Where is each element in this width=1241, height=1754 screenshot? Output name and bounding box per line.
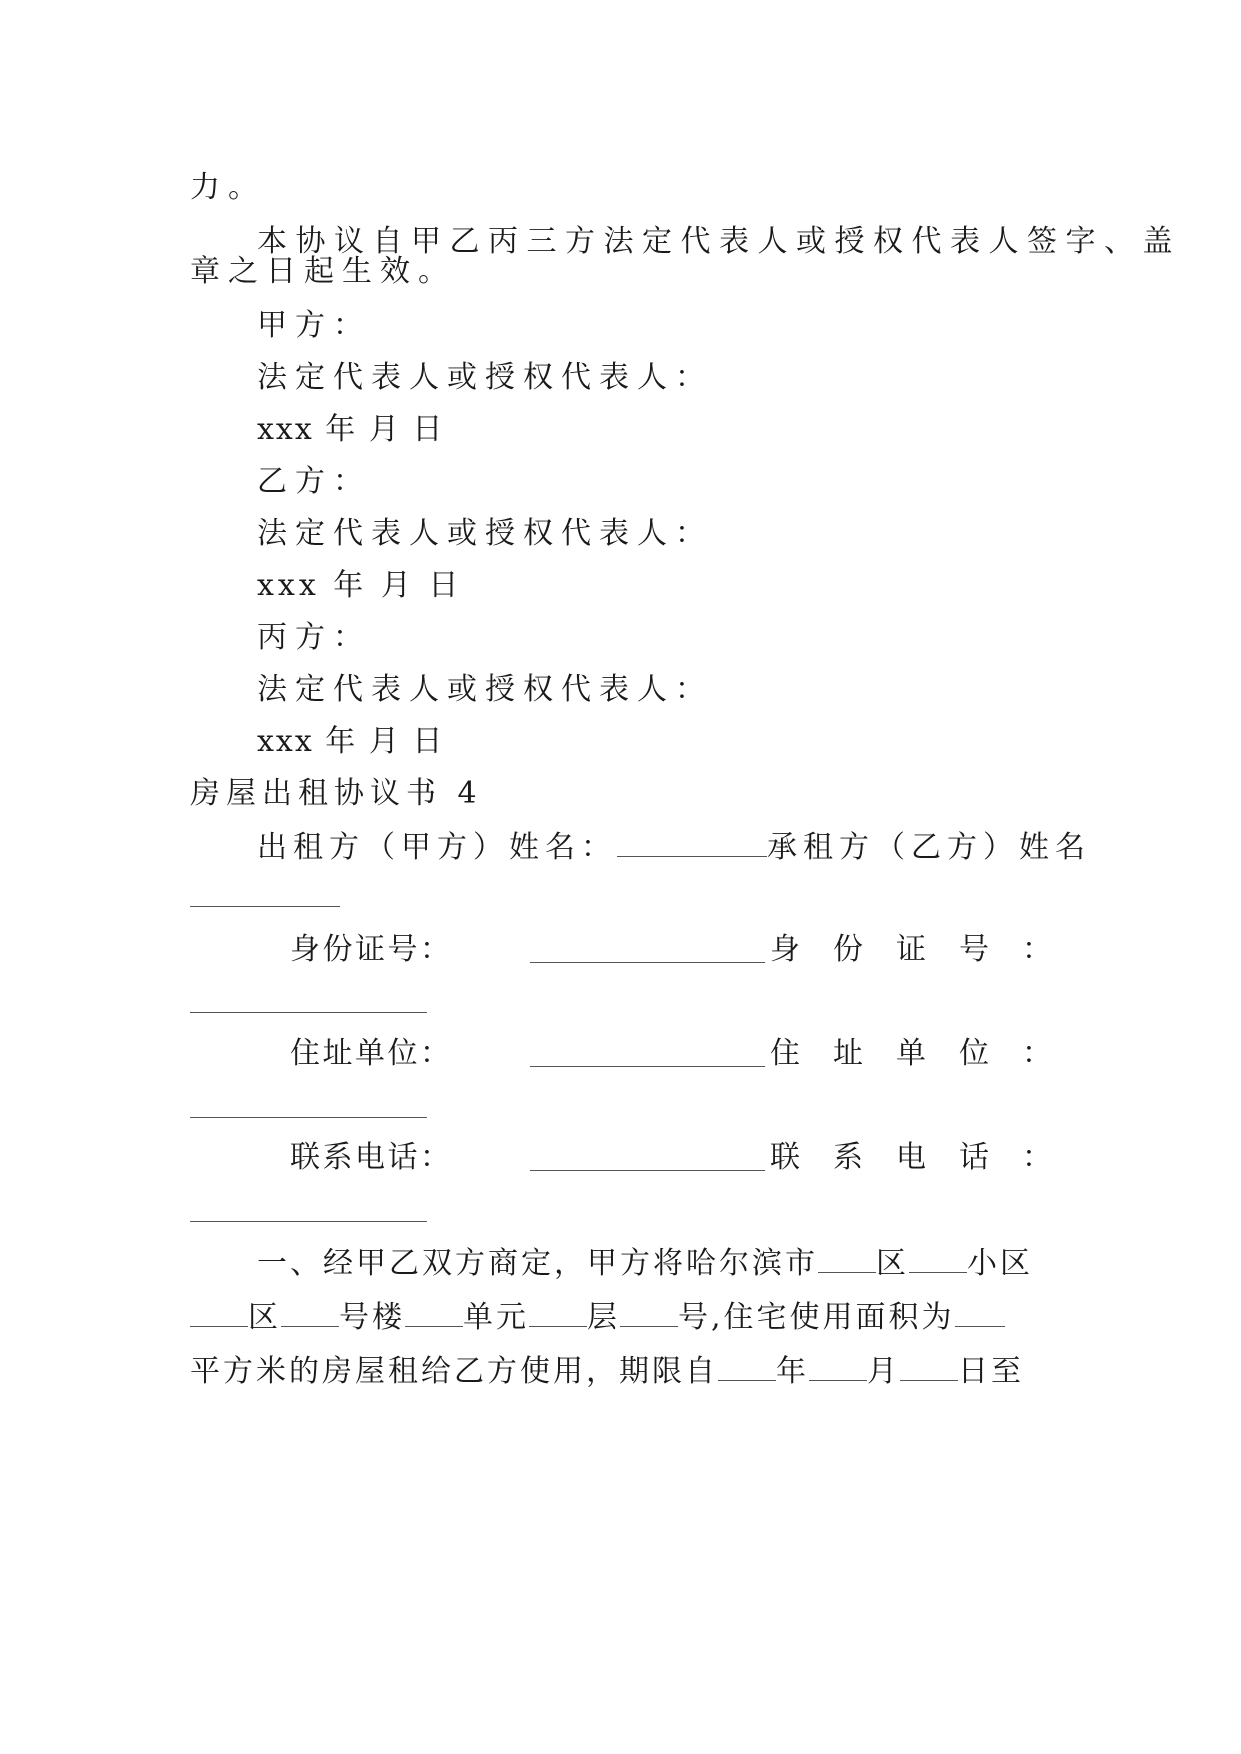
clause-text: 平方米的房屋租给乙方使用，期限自 [190, 1354, 718, 1389]
blank [190, 1296, 248, 1327]
clause-text: 年 [776, 1354, 809, 1389]
label-char: ： [420, 1036, 450, 1071]
label-char: 址 [833, 1036, 863, 1071]
phone-row [290, 1138, 1052, 1178]
label-char: 号 [959, 932, 989, 967]
address-row [290, 1034, 1052, 1074]
label-char: 住 [770, 1036, 800, 1071]
label-char: ： [1022, 1140, 1052, 1175]
id-number-row [290, 930, 1052, 970]
label-char: ： [1022, 932, 1052, 967]
party-b-label: 乙方： [257, 464, 371, 499]
phone-blank-a [530, 1140, 765, 1171]
year-blank [718, 1350, 776, 1381]
id-label-a [290, 930, 450, 970]
label-char: 证 [355, 932, 385, 967]
address-label-b [770, 1034, 1052, 1074]
label-char: ： [420, 1140, 450, 1175]
lessee-name-blank [190, 906, 340, 907]
label-char: 址 [322, 1036, 353, 1071]
label-char: 身 [290, 932, 320, 967]
clause-text: 日至 [958, 1354, 1024, 1389]
label-char: 位 [387, 1036, 418, 1071]
text-line: 本协议自甲乙丙三方法定代表人或授权代表人签字、盖 [257, 224, 1181, 259]
section-title: 房屋出租协议书 4 [190, 776, 483, 811]
clause-text: 区 [876, 1246, 909, 1281]
district-blank [818, 1242, 876, 1273]
label-char: 单 [896, 1036, 926, 1071]
party-a-label: 甲方： [257, 308, 371, 343]
label-char: ： [420, 932, 450, 967]
day-blank [900, 1350, 958, 1381]
clause-text: 小区 [967, 1246, 1033, 1281]
address-blank-b [190, 1117, 427, 1118]
label-char: 身 [770, 932, 800, 967]
id-blank-a [530, 932, 765, 963]
blank [620, 1296, 678, 1327]
label-char: 话 [387, 1140, 418, 1175]
label-char: ： [1022, 1036, 1052, 1071]
phone-label-b [770, 1138, 1052, 1178]
label-char: 电 [896, 1140, 926, 1175]
clause-text: 一、经甲乙双方商定，甲方将哈尔滨市 [257, 1246, 818, 1281]
date-line: xxx 年 月 日 [257, 568, 463, 603]
clause-1-line-2 [190, 1296, 1052, 1336]
representative-label: 法定代表人或授权代表人： [257, 672, 713, 707]
clause-text: 号楼 [339, 1300, 405, 1335]
label-char: 联 [290, 1140, 320, 1175]
clause-1-line-1 [257, 1242, 1052, 1282]
date-line: xxx 年 月 日 [257, 412, 445, 447]
label-char: 联 [770, 1140, 800, 1175]
id-label-b [770, 930, 1052, 970]
representative-label: 法定代表人或授权代表人： [257, 360, 713, 395]
label-char: 话 [959, 1140, 989, 1175]
label-char: 系 [833, 1140, 863, 1175]
label-char: 电 [355, 1140, 385, 1175]
clause-text: 区 [248, 1300, 281, 1335]
label-char: 证 [896, 932, 926, 967]
label-char: 号 [387, 932, 418, 967]
representative-label: 法定代表人或授权代表人： [257, 516, 713, 551]
blank [405, 1296, 463, 1327]
area-blank [955, 1296, 1005, 1327]
clause-1-line-3 [190, 1350, 1052, 1390]
blank [281, 1296, 339, 1327]
label-char: 位 [959, 1036, 989, 1071]
label-char: 系 [322, 1140, 353, 1175]
phone-label-a [290, 1138, 450, 1178]
label-char: 份 [833, 932, 863, 967]
names-row [257, 826, 1091, 866]
address-label-a [290, 1034, 450, 1074]
address-blank-a [530, 1036, 765, 1067]
clause-text: 号,住宅使用面积为 [678, 1300, 955, 1335]
month-blank [809, 1350, 867, 1381]
text-line: 力。 [190, 170, 266, 205]
id-blank-b [190, 1012, 427, 1013]
date-line: xxx 年 月 日 [257, 724, 445, 759]
party-c-label: 丙方： [257, 620, 371, 655]
phone-blank-b [190, 1221, 427, 1222]
clause-text: 月 [867, 1354, 900, 1389]
clause-text: 单元 [463, 1300, 529, 1335]
clause-text: 层 [587, 1300, 620, 1335]
text-line: 章之日起生效。 [190, 254, 456, 289]
blank [529, 1296, 587, 1327]
community-blank [909, 1242, 967, 1273]
label-char: 单 [355, 1036, 385, 1071]
label-char: 份 [322, 932, 353, 967]
lessor-name-label: 出租方（甲方）姓名： [257, 830, 617, 865]
label-char: 住 [290, 1036, 320, 1071]
lessor-name-blank [617, 826, 767, 857]
lessee-name-label: 承租方（乙方）姓名 [767, 830, 1091, 865]
